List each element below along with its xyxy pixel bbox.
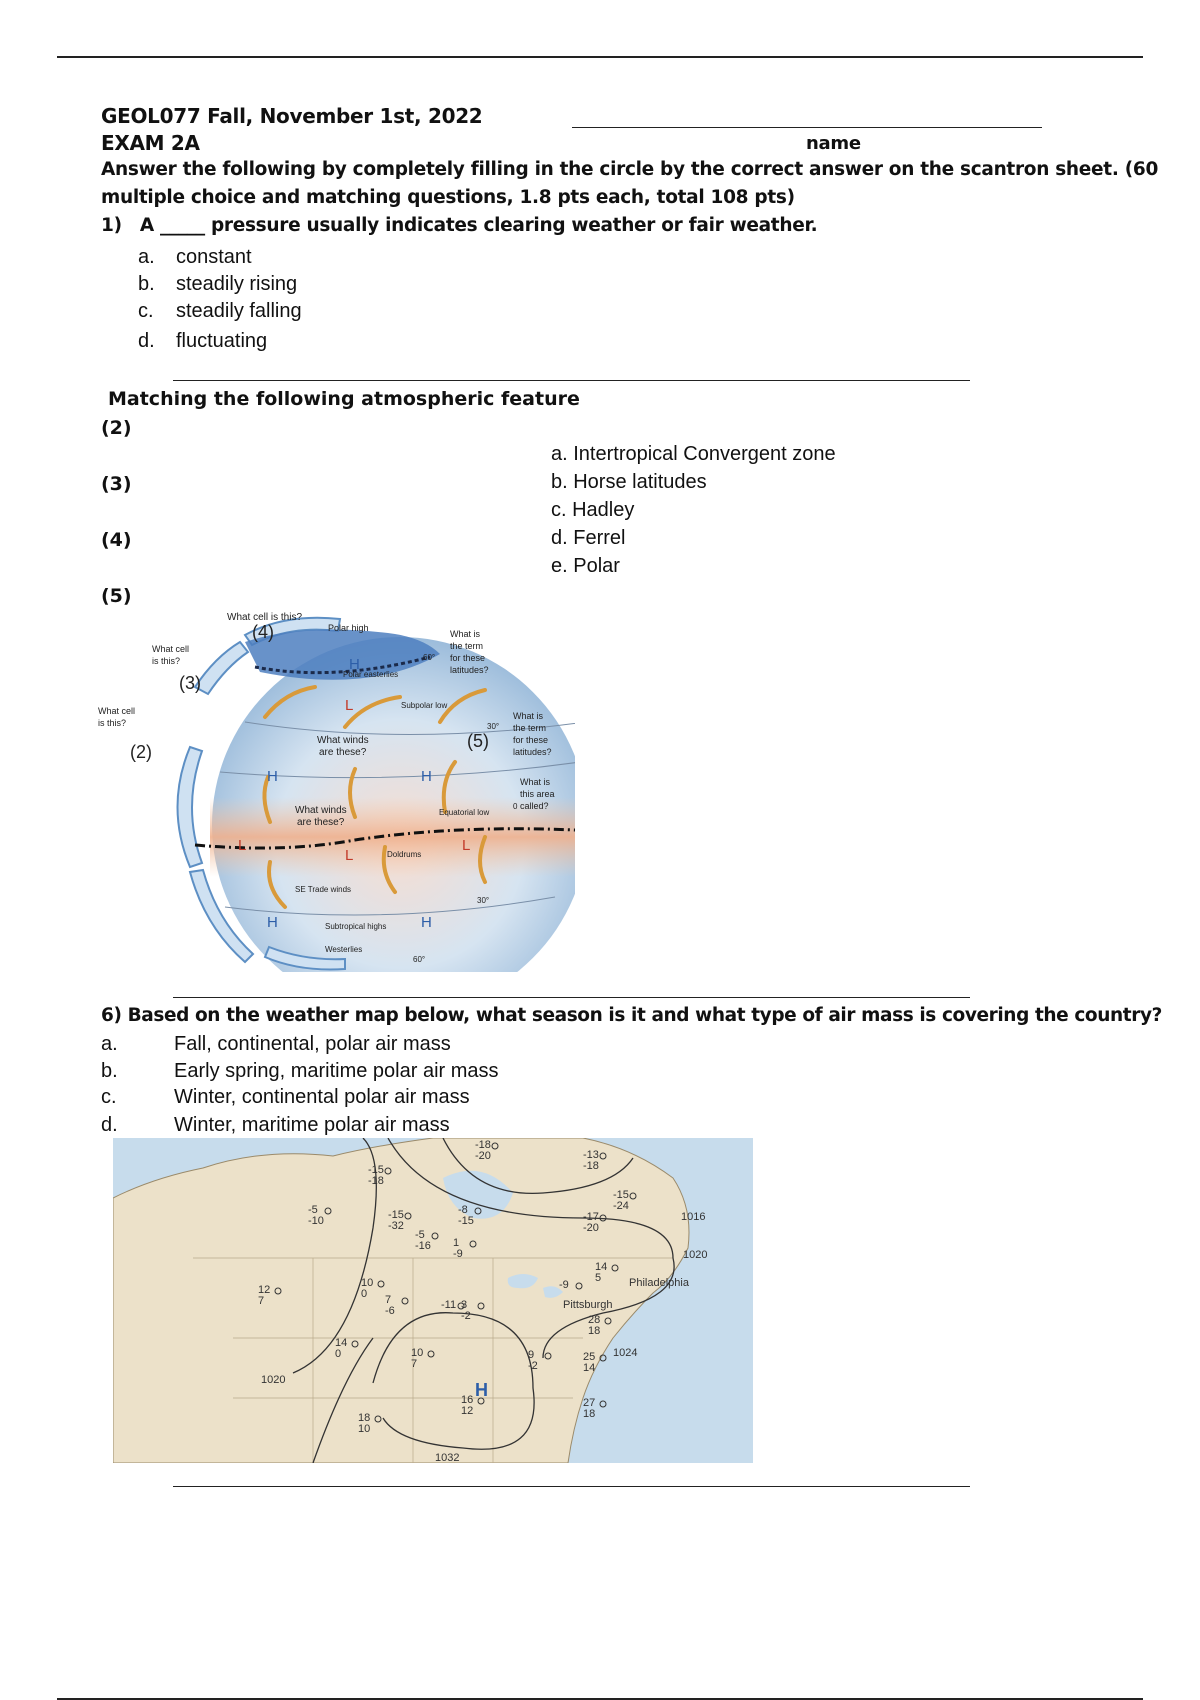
matching-item-3: (3) [101, 473, 132, 495]
station-temp: -15 [388, 1209, 404, 1221]
option-letter: a. [138, 246, 155, 268]
label-term-lat-1d: latitudes? [450, 665, 489, 675]
isobar-label-1020-east: 1020 [683, 1249, 708, 1261]
station-temp: 9 [528, 1349, 535, 1361]
q1-option-a[interactable] [138, 246, 252, 269]
label-term-lat-1c: for these [450, 653, 486, 663]
weather-map [113, 1138, 753, 1463]
station-dewpoint: -16 [415, 1240, 431, 1252]
label-high-polar: H [349, 656, 360, 673]
label-what-cell-left-2: is this? [152, 656, 181, 666]
station-temp: 25 [583, 1351, 596, 1363]
label-n2: (2) [130, 742, 152, 762]
option-text: fluctuating [176, 330, 268, 352]
circulation-globe-diagram [95, 607, 575, 972]
label-lat0: 0 [513, 802, 518, 811]
label-lat30b: 30° [477, 896, 490, 905]
label-lat30: 30° [487, 722, 500, 731]
station-dewpoint: 12 [461, 1405, 474, 1417]
matching-choice-d: d. Ferrel [551, 527, 626, 549]
label-high-1: H [267, 768, 278, 785]
instructions-line-2: multiple choice and matching questions, 1.8 pts each, total 108 pts) [101, 187, 795, 208]
option-letter: d. [101, 1114, 118, 1136]
station-dewpoint: -2 [461, 1310, 471, 1322]
label-westerlies: Westerlies [325, 945, 363, 954]
isobar-label-1020-west: 1020 [261, 1374, 286, 1386]
station-temp: -15 [368, 1164, 384, 1176]
option-text: steadily falling [176, 300, 302, 322]
station-temp: 16 [461, 1394, 474, 1406]
station-dewpoint: 7 [411, 1358, 418, 1370]
label-what-cell-top: What cell is this? [227, 612, 303, 623]
label-high-2: H [421, 768, 432, 785]
isobar-label-1024: 1024 [613, 1347, 638, 1359]
matching-item-2: (2) [101, 417, 132, 439]
station-temp: -15 [613, 1189, 629, 1201]
label-polar-high: Polar high [328, 623, 369, 633]
label-winds-2a: What winds [295, 805, 347, 816]
station-dewpoint: -20 [583, 1222, 599, 1234]
station-dewpoint: 7 [258, 1295, 265, 1307]
isobar-label-1032: 1032 [435, 1452, 460, 1463]
station-temp: 7 [385, 1294, 392, 1306]
label-what-cell-left-1: What cell [152, 644, 190, 654]
label-low-2: L [345, 847, 354, 864]
station-temp: -5 [415, 1229, 425, 1241]
station-temp: 10 [361, 1277, 374, 1289]
course-line: GEOL077 Fall, November 1st, 2022 [101, 104, 483, 128]
station-temp: 14 [335, 1337, 348, 1349]
divider-2 [173, 997, 970, 998]
matching-choice-b: b. Horse latitudes [551, 471, 707, 493]
q1-option-b[interactable] [138, 273, 297, 296]
label-subpolar-low: Subpolar low [401, 701, 448, 710]
name-label: name [806, 133, 861, 154]
station-temp: -5 [308, 1204, 318, 1216]
label-se-trade: SE Trade winds [295, 885, 352, 894]
station-temp: -13 [583, 1149, 599, 1161]
label-what-cell-far-1: What cell [98, 706, 136, 716]
label-winds-1b: are these? [319, 747, 367, 758]
label-high-3: H [267, 914, 278, 931]
option-letter: b. [101, 1060, 118, 1082]
station-dewpoint: 18 [583, 1408, 596, 1420]
station-dewpoint: -9 [453, 1248, 463, 1260]
exam-label: EXAM 2A [101, 131, 200, 155]
q6-stem: 6) Based on the weather map below, what season is it and what type of air mass is covering the country? [101, 1005, 1162, 1026]
matching-choice-a: a. Intertropical Convergent zone [551, 443, 836, 465]
station-dewpoint: 14 [583, 1362, 596, 1374]
station-dewpoint: -24 [613, 1200, 629, 1212]
matching-item-5: (5) [101, 585, 132, 607]
option-letter: c. [138, 300, 154, 322]
option-text: steadily rising [176, 273, 298, 295]
label-area-a: What is [520, 777, 551, 787]
divider-1 [173, 380, 970, 381]
station-dewpoint: 0 [335, 1348, 342, 1360]
station-dewpoint: 5 [595, 1272, 602, 1284]
q1-option-c[interactable] [138, 300, 302, 323]
q1-text: A _____ pressure usually indicates clearing weather or fair weather. [139, 215, 818, 236]
option-text: Winter, continental polar air mass [174, 1086, 470, 1108]
label-polar-easterlies: Polar easterlies [343, 670, 399, 679]
label-doldrums: Doldrums [387, 850, 422, 859]
label-high-4: H [421, 914, 432, 931]
divider-3 [173, 1486, 970, 1487]
isobar-label-1016: 1016 [681, 1211, 706, 1223]
option-letter: c. [101, 1086, 117, 1108]
station-dewpoint: -6 [385, 1305, 395, 1317]
option-letter: d. [138, 330, 155, 352]
q6-option-a[interactable] [101, 1033, 451, 1056]
q1-stem [101, 215, 817, 236]
option-letter: a. [101, 1033, 118, 1055]
matching-item-4: (4) [101, 529, 132, 551]
matching-choice-e: e. Polar [551, 555, 620, 577]
station-temp: 1 [453, 1237, 460, 1249]
station-dewpoint: -32 [388, 1220, 404, 1232]
high-pressure-center: H [475, 1380, 488, 1400]
q1-option-d[interactable] [138, 330, 267, 353]
matching-choice-c: c. Hadley [551, 499, 635, 521]
station-temp: 28 [588, 1314, 601, 1326]
label-n4: (4) [252, 622, 274, 642]
label-n5: (5) [467, 731, 489, 751]
option-text: Early spring, maritime polar air mass [174, 1060, 499, 1082]
label-lat60b: 60° [413, 955, 426, 964]
station-temp: 12 [258, 1284, 271, 1296]
label-term-lat-1a: What is [450, 629, 481, 639]
option-letter: b. [138, 273, 155, 295]
station-temp: -11 [441, 1299, 457, 1311]
label-area-c: called? [520, 801, 549, 811]
station-temp: 10 [411, 1347, 424, 1359]
option-text: Winter, maritime polar air mass [174, 1114, 450, 1136]
label-winds-2b: are these? [297, 817, 345, 828]
city-pittsburgh: Pittsburgh [563, 1299, 613, 1311]
label-term-lat-2c: for these [513, 735, 549, 745]
label-n3: (3) [179, 673, 201, 693]
label-term-lat-1b: the term [450, 641, 484, 651]
option-text: constant [176, 246, 252, 268]
station-dewpoint: 18 [588, 1325, 601, 1337]
q6-option-b[interactable] [101, 1060, 499, 1083]
station-temp: 27 [583, 1397, 596, 1409]
label-what-cell-far-2: is this? [98, 718, 127, 728]
station-dewpoint: -2 [528, 1360, 538, 1372]
station-temp: -9 [559, 1279, 569, 1291]
station-dewpoint: -10 [308, 1215, 324, 1227]
station-temp: -17 [583, 1211, 599, 1223]
label-subtropical-high: Subtropical highs [325, 922, 387, 931]
label-term-lat-2a: What is [513, 711, 544, 721]
label-low-subpolar: L [345, 697, 354, 714]
station-temp: 14 [595, 1261, 608, 1273]
q6-option-d[interactable] [101, 1114, 450, 1137]
station-temp: -18 [475, 1139, 491, 1151]
label-low-3: L [462, 837, 471, 854]
option-text: Fall, continental, polar air mass [174, 1033, 451, 1055]
q1-number: 1) [101, 215, 122, 236]
label-low-1: L [238, 837, 247, 854]
name-underline[interactable] [572, 127, 1042, 128]
station-dewpoint: -18 [583, 1160, 599, 1172]
station-temp: 3 [461, 1299, 468, 1311]
label-winds-1a: What winds [317, 735, 369, 746]
q6-option-c[interactable] [101, 1086, 470, 1109]
label-lat60: 60° [423, 653, 436, 662]
label-term-lat-2b: the term [513, 723, 547, 733]
label-area-b: this area [520, 789, 555, 799]
top-rule [57, 56, 1143, 58]
station-dewpoint: 10 [358, 1423, 371, 1435]
city-philadelphia: Philadelphia [629, 1277, 689, 1289]
instructions-line-1: Answer the following by completely filling in the circle by the correct answer on the scantron sheet. (60 [101, 159, 1159, 180]
label-equatorial-low: Equatorial low [439, 808, 490, 817]
station-dewpoint: 0 [361, 1288, 368, 1300]
station-dewpoint: -20 [475, 1150, 491, 1162]
matching-title: Matching the following atmospheric feature [108, 388, 580, 410]
station-temp: 18 [358, 1412, 371, 1424]
station-temp: -8 [458, 1204, 468, 1216]
station-dewpoint: -15 [458, 1215, 474, 1227]
station-dewpoint: -18 [368, 1175, 384, 1187]
label-term-lat-2d: latitudes? [513, 747, 552, 757]
